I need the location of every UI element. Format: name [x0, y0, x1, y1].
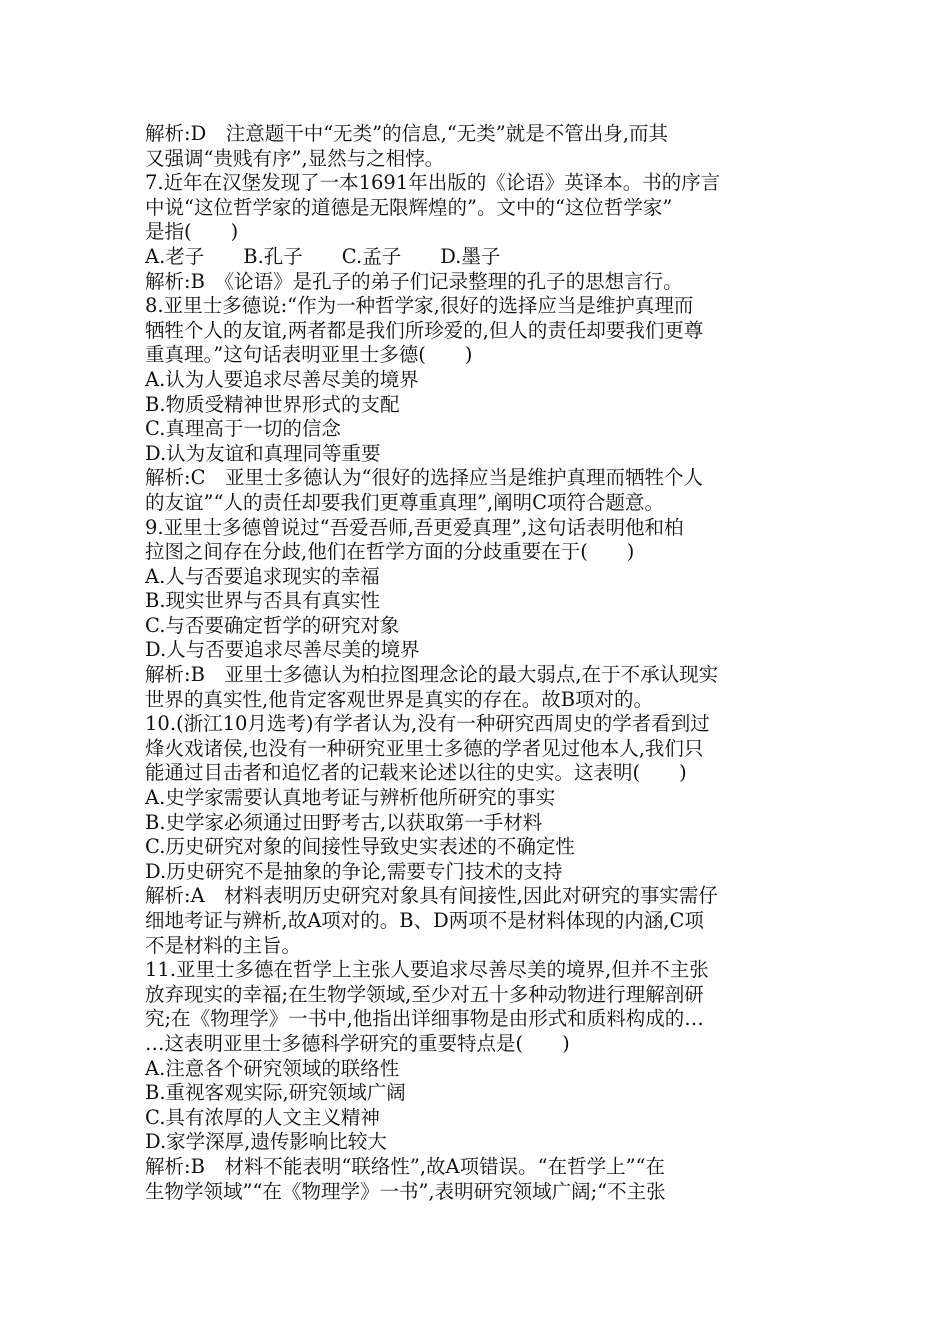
question-7-line: 7.近年在汉堡发现了一本1691年出版的《论语》英译本。书的序言: [145, 171, 721, 195]
text-line: 放弃现实的幸福;在生物学领域,至少对五十多种动物进行理解剖研: [145, 982, 704, 1006]
text-line: 重真理。”这句话表明亚里士多德( ): [145, 343, 473, 367]
text-line: 拉图之间存在分歧,他们在哲学方面的分歧重要在于( ): [145, 540, 635, 564]
analysis-line: 解析:B 材料不能表明“联络性”,故A项错误。“在哲学上”“在: [145, 1154, 666, 1178]
option-d: D.历史研究不是抽象的争论,需要专门技术的支持: [145, 859, 563, 883]
option-a: A.认为人要追求尽善尽美的境界: [145, 367, 419, 391]
text-line: 能通过目击者和追忆者的记载来论述以往的史实。这表明( ): [145, 761, 687, 785]
text-line: 是指( ): [145, 220, 239, 244]
text-line: 世界的真实性,他肯定客观世界是真实的存在。故B项对的。: [145, 687, 654, 711]
option-a: A.人与否要追求现实的幸福: [145, 564, 380, 588]
option-d: D.人与否要追求尽善尽美的境界: [145, 638, 420, 662]
option-b: B.史学家必须通过田野考古,以获取第一手材料: [145, 810, 543, 834]
text-line: 解析:D 注意题干中“无类”的信息,“无类”就是不管出身,而其: [145, 122, 668, 145]
analysis-line: 解析:C 亚里士多德认为“很好的选择应当是维护真理而牺牲个人: [145, 466, 703, 490]
option-b: B.现实世界与否具有真实性: [145, 589, 381, 613]
text-line: 烽火戏诸侯,也没有一种研究亚里士多德的学者见过他本人,我们只: [145, 736, 704, 760]
text-line: 究;在《物理学》一书中,他指出详细事物是由形式和质料构成的…: [145, 1007, 704, 1031]
option-c: C.真理高于一切的信念: [145, 417, 341, 441]
text-line: 牺牲个人的友谊,两者都是我们所珍爱的,但人的责任却要我们更尊: [145, 318, 704, 342]
option-a: A.史学家需要认真地考证与辨析他所研究的事实: [145, 786, 556, 810]
question-8-line: 8.亚里士多德说:“作为一种哲学家,很好的选择应当是维护真理而: [145, 294, 694, 318]
text-line: 不是材料的主旨。: [145, 933, 302, 957]
option-d: D.家学深厚,遗传影响比较大: [145, 1130, 387, 1154]
text-line: 又强调“贵贱有序”,显然与之相悖。: [145, 146, 445, 170]
option-d: D.认为友谊和真理同等重要: [145, 441, 381, 465]
option-b: B.重视客观实际,研究领域广阔: [145, 1081, 406, 1105]
text-line: 生物学领域”“在《物理学》一书”,表明研究领域广阔;“不主张: [145, 1179, 666, 1203]
option-a: A.注意各个研究领域的联络性: [145, 1056, 400, 1080]
analysis-line: 解析:B 《论语》是孔子的弟子们记录整理的孔子的思想言行。: [145, 269, 683, 293]
document-page: [145, 122, 810, 1204]
answer-options-line: A.老子 B.孔子 C.孟子 D.墨子: [145, 244, 501, 268]
question-9-line: 9.亚里士多德曾说过“吾爱吾师,吾更爱真理”,这句话表明他和柏: [145, 515, 684, 539]
text-line: …这表明亚里士多德科学研究的重要特点是( ): [145, 1031, 570, 1055]
option-c: C.与否要确定哲学的研究对象: [145, 613, 400, 637]
text-line: 中说“这位哲学家的道德是无限辉煌的”。文中的“这位哲学家”: [145, 195, 673, 219]
option-c: C.具有浓厚的人文主义精神: [145, 1105, 380, 1129]
analysis-line: 解析:A 材料表明历史研究对象具有间接性,因此对研究的事实需仔: [145, 884, 718, 908]
analysis-line: 解析:B 亚里士多德认为柏拉图理念论的最大弱点,在于不承认现实: [145, 663, 719, 687]
option-b: B.物质受精神世界形式的支配: [145, 392, 400, 416]
text-line: 的友谊”“人的责任却要我们更尊重真理”,阐明C项符合题意。: [145, 490, 665, 514]
question-10-line: 10.(浙江10月选考)有学者认为,没有一种研究西周史的学者看到过: [145, 712, 710, 736]
option-c: C.历史研究对象的间接性导致史实表述的不确定性: [145, 835, 575, 859]
question-11-line: 11.亚里士多德在哲学上主张人要追求尽善尽美的境界,但并不主张: [145, 958, 709, 982]
text-line: 细地考证与辨析,故A项对的。B、D两项不是材料体现的内涵,C项: [145, 909, 704, 932]
